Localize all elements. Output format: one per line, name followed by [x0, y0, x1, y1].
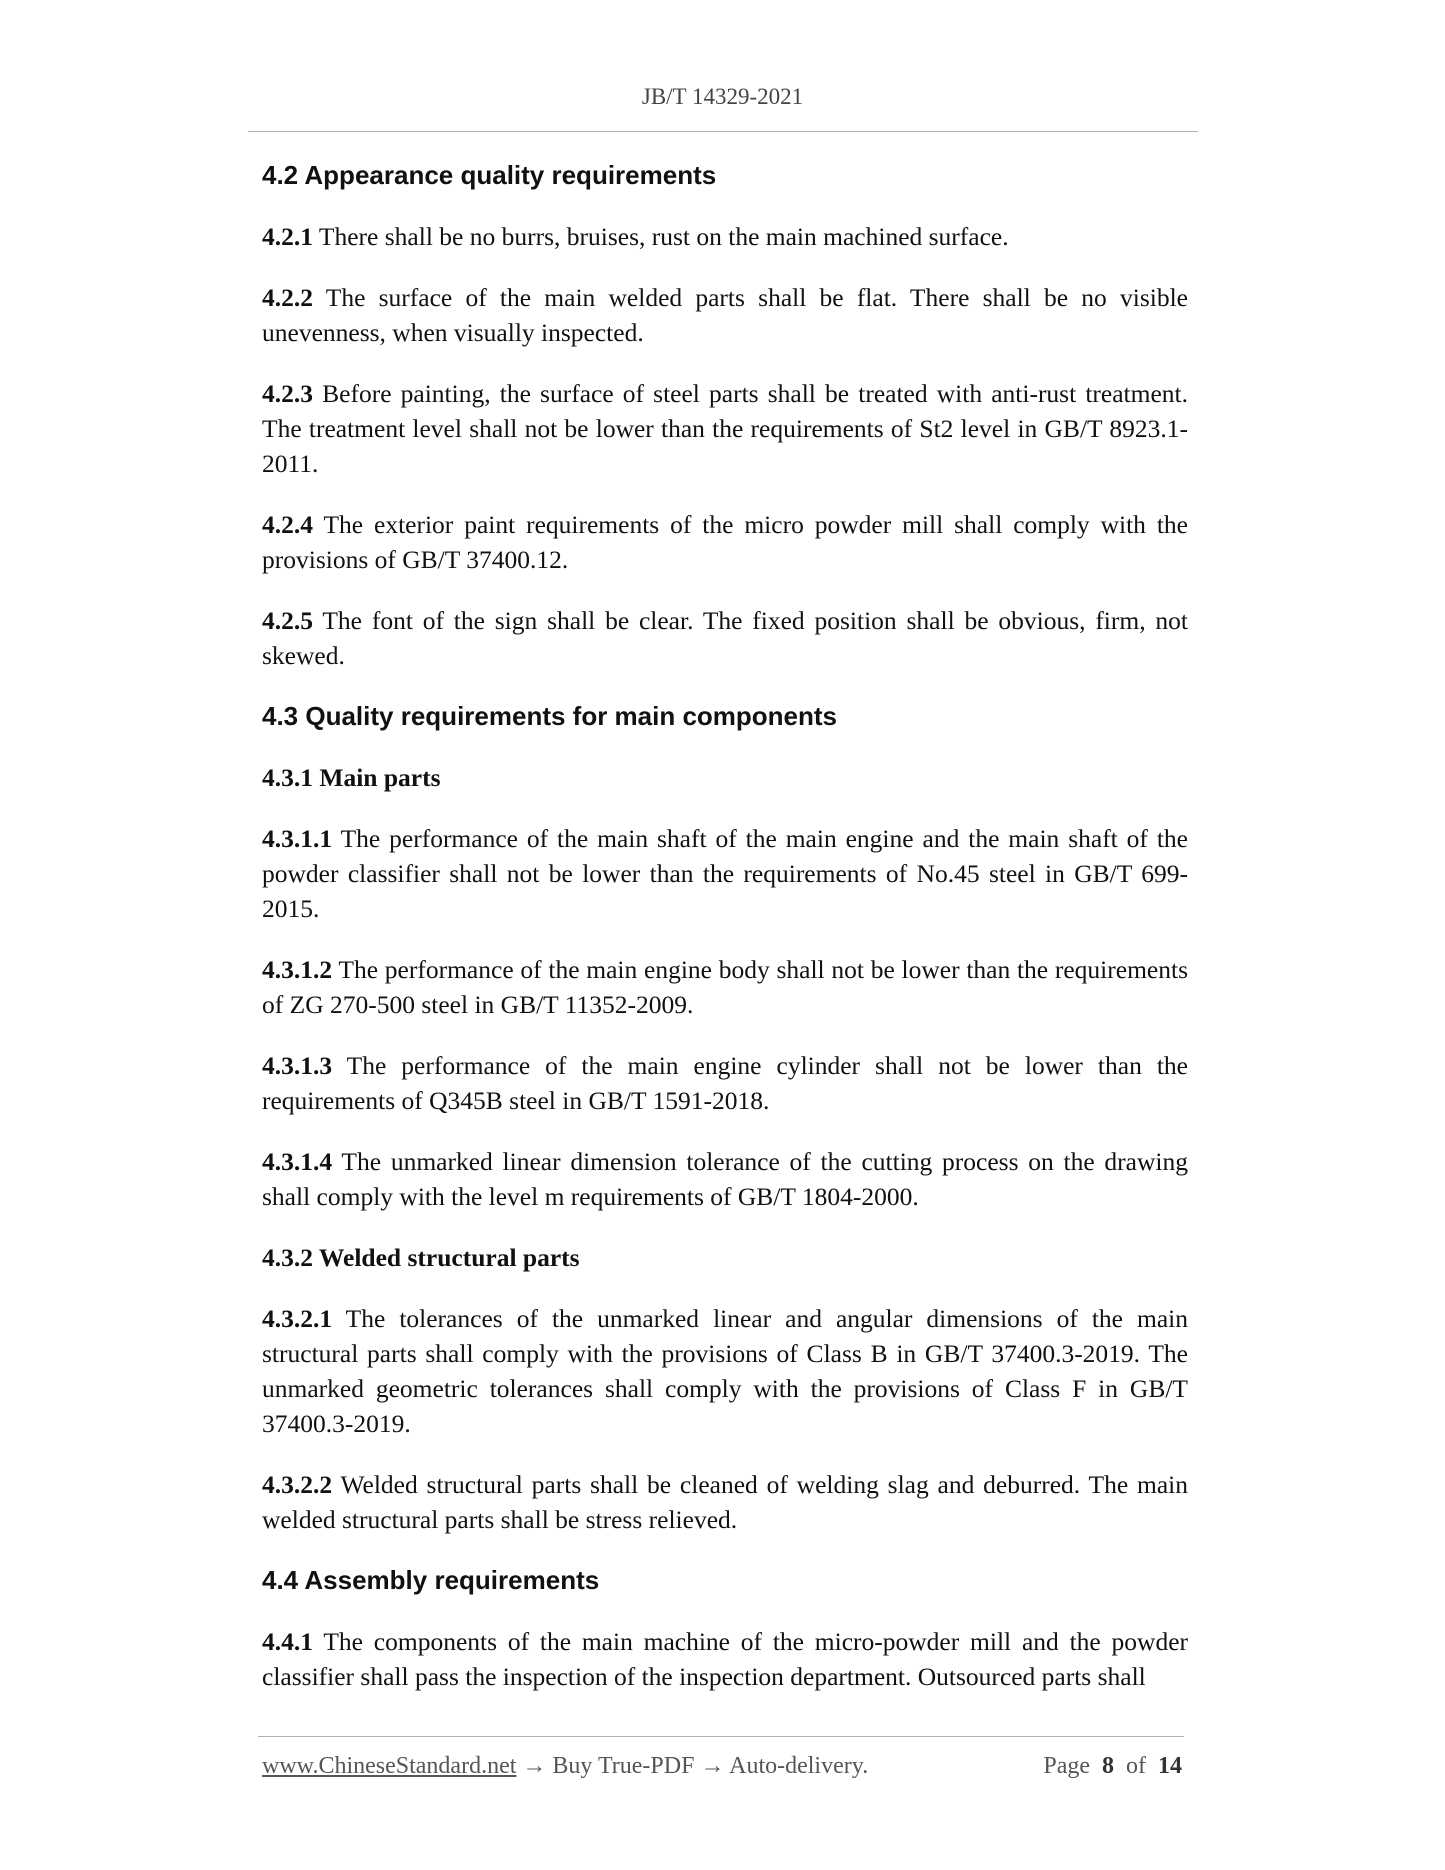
- page-counter: [1043, 1753, 1182, 1780]
- clause-text: The font of the sign shall be clear. The fixed position shall be obvious, firm, not skewed.: [262, 606, 1188, 670]
- clause-number: 4.3.2.2: [262, 1470, 333, 1499]
- clause-number: 4.2.3: [262, 379, 313, 408]
- clause-4-4-1: [262, 1624, 1188, 1694]
- clause-text: Welded structural parts shall be cleaned of welding slag and deburred. The main welded structural parts shall be stress relieved.: [262, 1470, 1188, 1534]
- clause-text: The performance of the main engine body shall not be lower than the requirements of ZG 270-500 steel in GB/T 11352-2009.: [262, 955, 1188, 1019]
- clause-text: The tolerances of the unmarked linear and angular dimensions of the main structural parts shall comply with the provisions of Class B in GB/T 37400.3-2019. The unmarked geometric tolerances shall comply with the provisions of Class F in GB/T 37400.3-2019.: [262, 1304, 1188, 1438]
- clause-4-3-2-2: [262, 1467, 1188, 1537]
- clause-4-3-1-4: [262, 1144, 1188, 1214]
- clause-4-3-1-3: [262, 1048, 1188, 1118]
- current-page-number: 8: [1102, 1753, 1114, 1779]
- section-heading-4-3: 4.3 Quality requirements for main components: [262, 701, 838, 731]
- of-label: of: [1126, 1753, 1146, 1779]
- page-label: Page: [1043, 1753, 1090, 1779]
- clause-text: There shall be no burrs, bruises, rust on the main machined surface.: [313, 222, 1009, 251]
- clause-text: The performance of the main engine cylinder shall not be lower than the requirements of Q345B steel in GB/T 1591-2018.: [262, 1051, 1188, 1115]
- section-heading-4-4: 4.4 Assembly requirements: [262, 1565, 600, 1595]
- clause-4-3-2-1: [262, 1301, 1188, 1441]
- clause-4-2-3: [262, 376, 1188, 481]
- clause-number: 4.2.4: [262, 510, 313, 539]
- clause-text: The performance of the main shaft of the main engine and the main shaft of the powder classifier shall not be lower than the requirements of No.45 steel in GB/T 699-2015.: [262, 824, 1188, 923]
- clause-4-3-1-2: [262, 952, 1188, 1022]
- footer-promo: [262, 1753, 868, 1780]
- document-id-header: JB/T 14329-2021: [641, 84, 804, 109]
- clause-number: 4.3.1.4: [262, 1147, 333, 1176]
- clause-text: The surface of the main welded parts shall be flat. There shall be no visible unevenness, when visually inspected.: [262, 283, 1188, 347]
- clause-4-2-2: [262, 280, 1188, 350]
- clause-text: The components of the main machine of the micro-powder mill and the powder classifier shall pass the inspection of the inspection department. Outsourced parts shall: [262, 1627, 1188, 1691]
- clause-number: 4.3.1.3: [262, 1051, 333, 1080]
- chinesestandard-link[interactable]: www.ChineseStandard.net: [262, 1753, 517, 1779]
- footer-divider: [258, 1736, 1184, 1737]
- section-heading-4-2: 4.2 Appearance quality requirements: [262, 160, 717, 190]
- clause-text: The exterior paint requirements of the micro powder mill shall comply with the provisions of GB/T 37400.12.: [262, 510, 1188, 574]
- subsection-heading-4-3-1: 4.3.1 Main parts: [262, 763, 441, 792]
- clause-4-3-1-1: [262, 821, 1188, 926]
- total-page-number: 14: [1158, 1753, 1182, 1779]
- clause-4-2-4: [262, 507, 1188, 577]
- clause-number: 4.2.5: [262, 606, 313, 635]
- clause-number: 4.2.1: [262, 222, 313, 251]
- clause-number: 4.3.1.2: [262, 955, 333, 984]
- clause-text: The unmarked linear dimension tolerance of the cutting process on the drawing shall comply with the level m requirements of GB/T 1804-2000.: [262, 1147, 1188, 1211]
- clause-number: 4.3.1.1: [262, 824, 333, 853]
- clause-number: 4.4.1: [262, 1627, 313, 1656]
- document-body: [262, 158, 1188, 1720]
- clause-4-2-1: [262, 219, 1188, 254]
- clause-number: 4.2.2: [262, 283, 313, 312]
- clause-4-2-5: [262, 603, 1188, 673]
- header-divider: [248, 131, 1198, 132]
- subsection-heading-4-3-2: 4.3.2 Welded structural parts: [262, 1243, 580, 1272]
- clause-text: Before painting, the surface of steel parts shall be treated with anti-rust treatment. The treatment level shall not be lower than the requirements of St2 level in GB/T 8923.1-2011.: [262, 379, 1188, 478]
- clause-number: 4.3.2.1: [262, 1304, 333, 1333]
- footer-promo-text: → Buy True-PDF → Auto-delivery.: [516, 1753, 869, 1779]
